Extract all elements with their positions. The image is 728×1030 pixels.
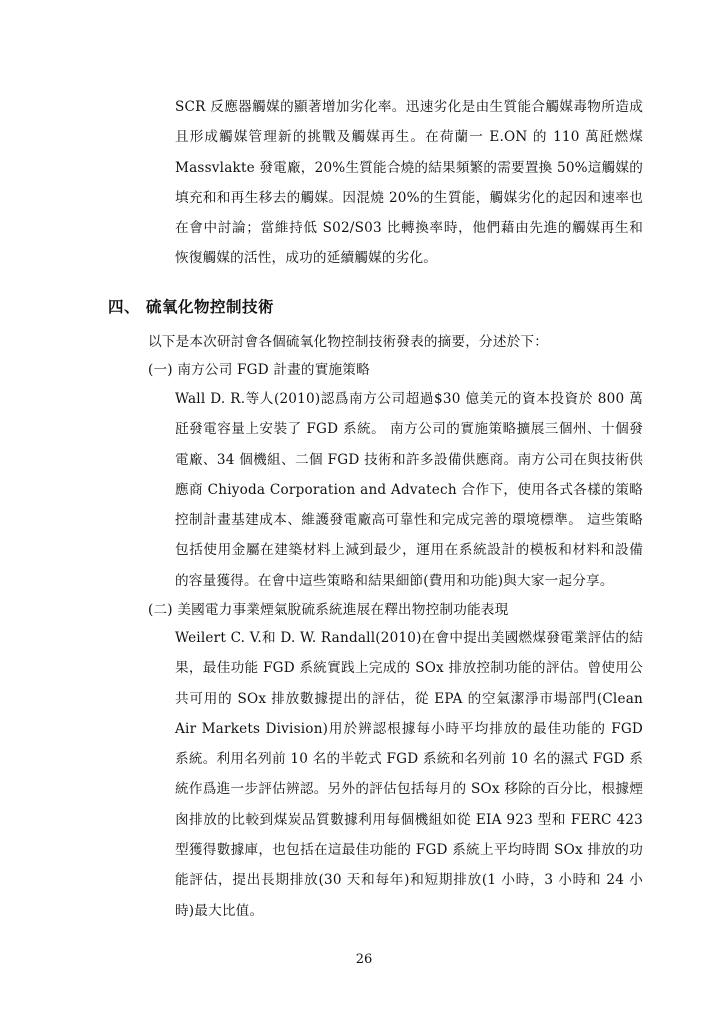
subsection-2-body: Weilert C. V.和 D. W. Randall(2010)在會中提出美國燃煤發電業評估的結果，最佳功能 FGD 系統實践上完成的 SOx 排放控制功能的評估。曾使用公共可用的 SOx 排放數據提出的評估，從 EPA 的空氣潔淨市場部門(Clean Air Markets Division)用於辨認根據每小時平均排放的最佳功能的 FGD 系統。利用名列前 10 名的半乾式 FGD 系統和名列前 10 名的濕式 FGD 系統作爲進一步評估辨認。另外的評估包括每月的 SOx 移除的百分比，根據煙囪排放的比較到煤炭品質數據利用每個機組如從 EIA 923 型和 FERC 423 型獲得數據庫，也包括在這最佳功能的 FGD 系統上平均時間 SOx 排放的功能評估，提出長期排放(30 天和每年)和短期排放(1 小時，3 小時和 24 小時)最大比值。 — [175, 630, 643, 919]
section-number: 四、 — [108, 297, 141, 316]
subsection-2-title: (二) 美國電力事業煙氣脫硫系統進展在釋出物控制功能表現 — [148, 602, 509, 618]
paragraph-scr-catalyst: SCR 反應器觸媒的顯著增加劣化率。迅速劣化是由生質能合觸媒毒物所造成且形成觸媒管理新的挑戰及觸媒再生。在荷蘭一 E.ON 的 110 萬瓩燃煤 Massvlakte 發電廠，20%生質能合燒的結果頻繁的需要置換 50%這觸媒的填充和和再生移去的觸媒。因混燒 20%的生質能，觸媒劣化的起因和速率也在會中討論；當維持低 S02/S03 比轉換率時，他們藉由先進的觸媒再生和恢復觸媒的活性，成功的延續觸媒的劣化。 — [175, 99, 643, 267]
subsection-1-body: Wall D. R.等人(2010)認爲南方公司超過$30 億美元的資本投資於 800 萬瓩發電容量上安裝了 FGD 系統。 南方公司的實施策略擴展三個州、十個發電廠、34 個機組、二個 FGD 技術和許多設備供應商。南方公司在與技術供應商 Chiyoda Corporation and Advatech 合作下，使用各式各樣的策略控制計畫基建成本、維護發電廠高可靠性和完成完善的環境標準。 這些策略包括使用金屬在建築材料上減到最少，運用在系統設計的模板和材料和設備的容量獲得。在會中這些策略和結果細節(費用和功能)與大家一起分享。 — [175, 391, 643, 589]
section-title: 硫氧化物控制技術 — [146, 297, 275, 316]
section-intro: 以下是本次研討會各個硫氧化物控制技術發表的摘要，分述於下： — [148, 334, 549, 350]
page-number: 26 — [355, 952, 373, 967]
subsection-1-title: (一) 南方公司 FGD 計畫的實施策略 — [148, 362, 370, 378]
section-heading — [108, 295, 274, 317]
